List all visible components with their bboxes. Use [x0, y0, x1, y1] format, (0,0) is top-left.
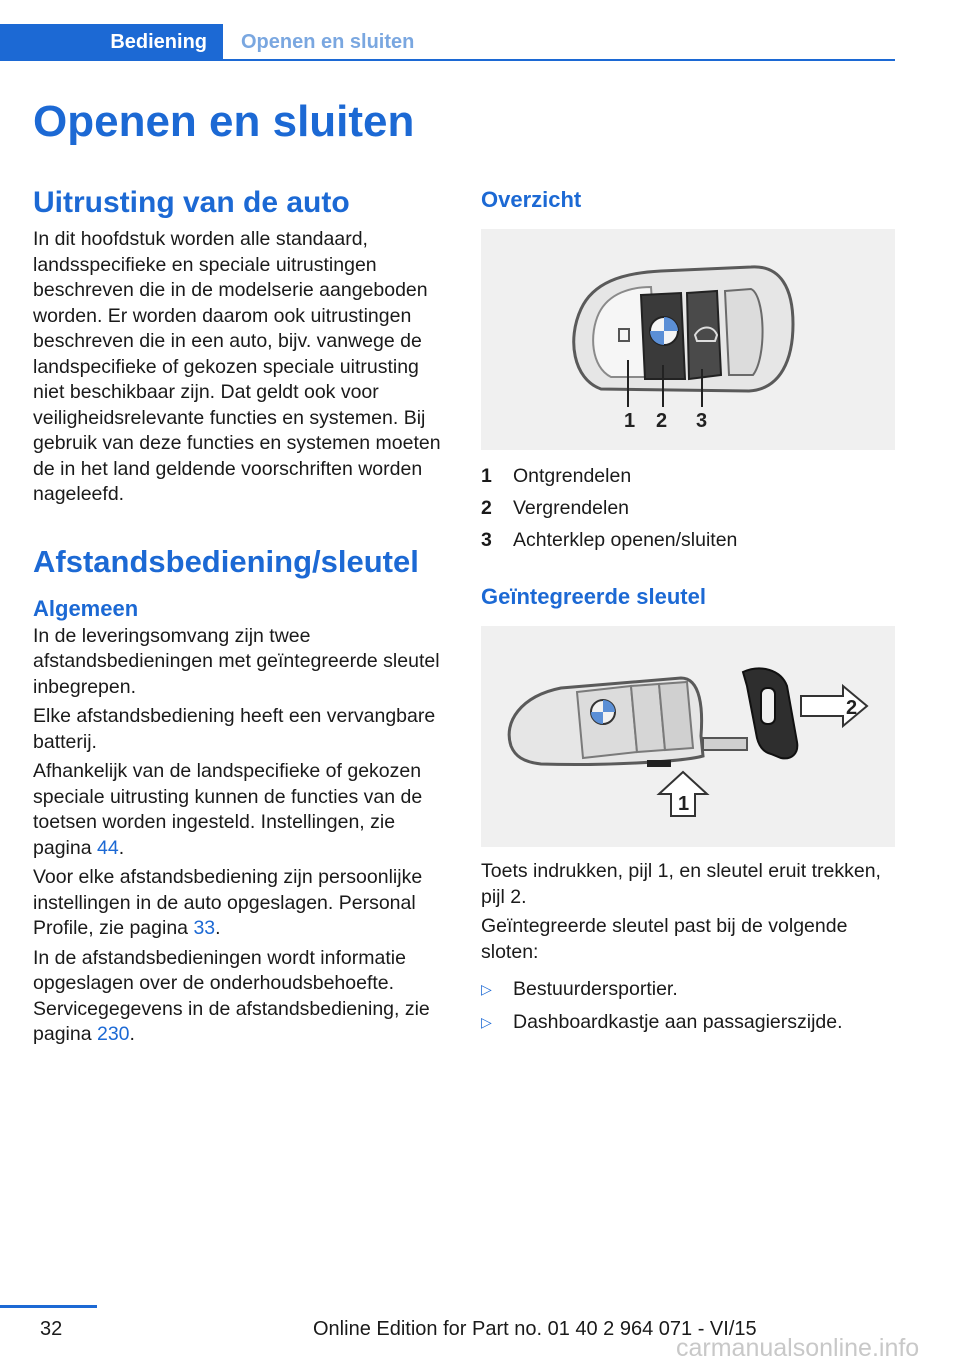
triangle-right-icon: ▷ — [481, 981, 492, 997]
paragraph-levering: In de leveringsomvang zijn twee afstandsbedieningen met geïntegreerde sleutel inbegrepen. — [33, 624, 440, 698]
paragraph-instellingen — [33, 759, 447, 861]
callout-label: 2 — [656, 410, 668, 432]
subheading-geintegreerde-sleutel: Geïntegreerde sleutel — [481, 584, 706, 609]
page-number: 32 — [40, 1318, 63, 1340]
legend-label: Achterklep openen/sluiten — [513, 529, 738, 551]
legend-number: 3 — [481, 529, 492, 551]
page-title: Openen en sluiten — [33, 97, 415, 146]
integrated-key-illustration — [481, 626, 895, 847]
callout-label: 3 — [696, 410, 708, 432]
integrated-key-figure — [481, 626, 895, 847]
callout-label: 1 — [678, 793, 690, 815]
tab-openen-en-sluiten[interactable]: Openen en sluiten — [241, 31, 415, 53]
legend-number: 1 — [481, 465, 492, 487]
subheading-algemeen: Algemeen — [33, 595, 139, 621]
paragraph-batterij: Elke afstandsbediening heeft een vervangbare batterij. — [33, 705, 436, 753]
section-heading-afstandsbediening: Afstandsbediening/sleutel — [33, 543, 419, 579]
page-link-33[interactable]: 33 — [193, 917, 216, 939]
lock-list — [481, 973, 895, 1039]
key-blade — [703, 738, 747, 750]
footer-divider — [0, 1305, 97, 1308]
remote-control-illustration — [481, 229, 895, 450]
watermark: carmanualsonline.info — [676, 1334, 920, 1362]
legend-item — [481, 460, 895, 492]
paragraph-servicegegevens-text: In de afstandsbedieningen wordt informatie opgeslagen over de onderhoudsbehoefte. Servicegegevens in de afstandsbediening, zie pagina — [33, 946, 430, 1045]
remote-control-figure — [481, 229, 895, 450]
right-column — [481, 183, 895, 1039]
section-text-uitrusting: In dit hoofdstuk worden alle standaard, landsspecifieke en speciale uitrustingen beschreven die in de modelserie aangeboden worden. Er worden daarom ook uitrustingen beschreven die in een auto, bijv. vanwege de landspecifieke of gekozen speciale uitrusting niet beschikbaar zijn. Dat geldt ook voor veiligheidsrelevante functies en systemen. Bij gebruik van deze functies en systemen moeten de in het land geldende voorschriften worden nageleefd. — [33, 228, 441, 505]
figure-legend — [481, 460, 895, 556]
triangle-right-icon: ▷ — [481, 1014, 492, 1030]
period: . — [129, 1023, 135, 1045]
paragraph-personal-profile — [33, 865, 447, 942]
list-item-label: Dashboardkastje aan passagierszijde. — [513, 1011, 843, 1033]
page-link-230[interactable]: 230 — [96, 1023, 130, 1045]
list-item — [481, 1006, 895, 1039]
section-heading-uitrusting: Uitrusting van de auto — [33, 186, 350, 219]
tab-bediening[interactable]: Bediening — [0, 24, 223, 61]
period: . — [118, 836, 125, 859]
legend-item — [481, 492, 895, 524]
paragraph-sleutel-past: Geïntegreerde sleutel past bij de volgende sloten: — [481, 915, 848, 963]
release-button — [647, 760, 671, 767]
paragraph-toets-indrukken: Toets indrukken, pijl 1, en sleutel eruit trekken, pijl 2. — [481, 860, 881, 908]
tab-divider-line — [223, 59, 895, 61]
paragraph-instellingen-text: Afhankelijk van de landspecifieke of gekozen speciale uitrusting kunnen de functies van de toetsen worden ingesteld. Instellingen, zie pagina — [33, 760, 423, 859]
list-item — [481, 973, 895, 1006]
legend-label: Vergrendelen — [513, 497, 630, 519]
subheading-overzicht: Overzicht — [481, 187, 582, 212]
period: . — [215, 917, 221, 939]
edition-text: Online Edition for Part no. 01 40 2 964 071 - VI/15 — [313, 1318, 757, 1340]
legend-number: 2 — [481, 497, 492, 519]
left-column — [33, 183, 447, 1052]
callout-label: 2 — [846, 697, 858, 719]
page-link-44[interactable]: 44 — [96, 836, 119, 859]
header-tabbar — [0, 24, 895, 61]
legend-item — [481, 524, 895, 556]
paragraph-servicegegevens — [33, 946, 447, 1048]
list-item-label: Bestuurdersportier. — [513, 978, 678, 1000]
callout-label: 1 — [624, 410, 636, 432]
tailgate-button — [687, 291, 721, 379]
paragraph-personal-profile-text: Voor elke afstandsbediening zijn persoonlijke instellingen in de auto opgeslagen. Personal Profile, zie pagina — [33, 866, 423, 939]
legend-label: Ontgrendelen — [513, 465, 632, 487]
